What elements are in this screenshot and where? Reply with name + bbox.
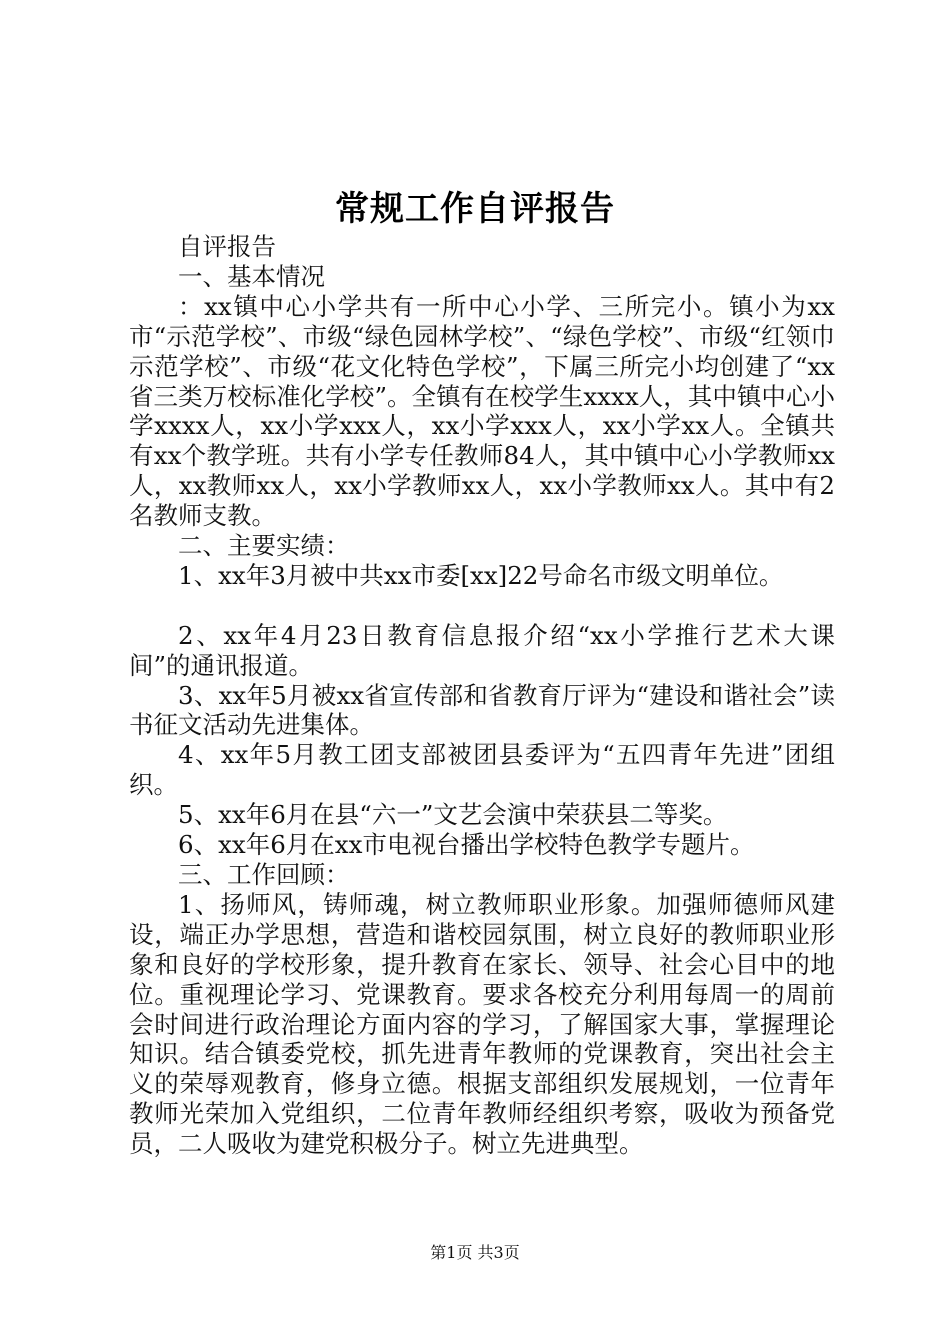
achievement-item-6: 6、xx年6月在xx市电视台播出学校特色教学专题片。: [178, 830, 755, 860]
section-heading-basic-info: 一、基本情况: [178, 261, 325, 291]
achievement-item-4: 4、xx年5月教工团支部被团县委评为“五四青年先进”团组织。: [129, 740, 835, 800]
section-heading-review: 三、工作回顾：: [178, 860, 350, 890]
page-footer: 第1页 共3页: [430, 1243, 520, 1262]
achievement-item-1: 1、xx年3月被中共xx市委[xx]22号命名市级文明单位。: [178, 560, 784, 590]
achievement-item-2: 2、xx年4月23日教育信息报介绍“xx小学推行艺术大课间”的通讯报道。: [129, 620, 835, 680]
section-heading-achievements: 二、主要实绩：: [178, 531, 350, 561]
achievement-item-5: 5、xx年6月在县“六一”文艺会演中荣获县二等奖。: [178, 800, 728, 830]
achievement-item-3: 3、xx年5月被xx省宣传部和省教育厅评为“建设和谐社会”读书征文活动先进集体。: [129, 680, 835, 740]
document-body: [129, 232, 835, 1159]
document-title: 常规工作自评报告: [335, 189, 615, 229]
paragraph-basic-info: ：xx镇中心小学共有一所中心小学、三所完小。镇小为xx市“示范学校”、市级“绿色园林学校”、“绿色学校”、市级“红领巾示范学校”、市级“花文化特色学校”，下属三所完小均创建了“xx省三类万校标准化学校”。全镇有在校学生xxxx人，其中镇中心小学xxxx人，xx小学xxx人，xx小学xxx人，xx小学xx人。全镇共有xx个教学班。共有小学专任教师84人，其中镇中心小学教师xx人，xx教师xx人，xx小学教师xx人，xx小学教师xx人。其中有2名教师支教。: [129, 291, 835, 531]
paragraph-review-1: 1、扬师风，铸师魂，树立教师职业形象。加强师德师风建设，端正办学思想，营造和谐校园氛围，树立良好的教师职业形象和良好的学校形象，提升教育在家长、领导、社会心目中的地位。重视理论学习、党课教育。要求各校充分利用每周一的周前会时间进行政治理论方面内容的学习，了解国家大事，掌握理论知识。结合镇委党校，抓先进青年教师的党课教育，突出社会主义的荣辱观教育，修身立德。根据支部组织发展规划，一位青年教师光荣加入党组织，二位青年教师经组织考察，吸收为预备党员，二人吸收为建党积极分子。树立先进典型。: [129, 889, 835, 1159]
paragraph-heading-self-report: 自评报告: [178, 232, 276, 261]
